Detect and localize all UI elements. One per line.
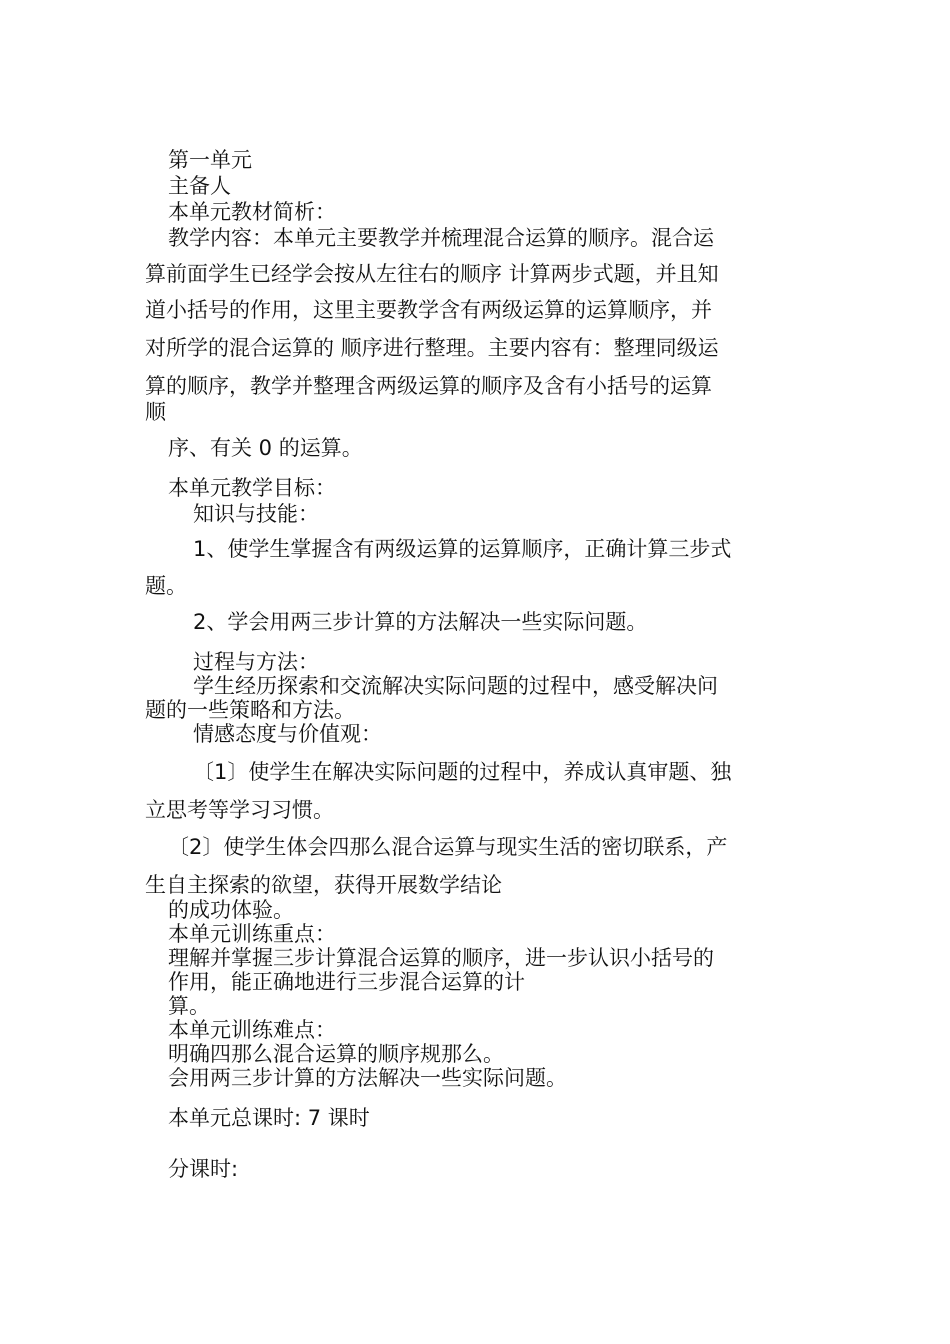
- text-line: 顺: [145, 400, 166, 424]
- text-line: 的成功体验。: [168, 898, 294, 922]
- list-item: 1、使学生掌握含有两级运算的运算顺序，正确计算三步式: [193, 537, 732, 561]
- text-line: 生自主探索的欲望，获得开展数学结论: [145, 873, 502, 897]
- section-heading: 本单元训练重点：: [168, 922, 336, 946]
- subsection-heading: 情感态度与价值观：: [193, 722, 382, 746]
- section-heading: 本单元教学目标：: [168, 476, 336, 500]
- total-lessons: 本单元总课时: 7 课时: [168, 1106, 370, 1130]
- list-item: 〔1〕使学生在解决实际问题的过程中，养成认真审题、独: [193, 760, 732, 784]
- subsection-heading: 知识与技能：: [193, 502, 319, 526]
- text-line: 会用两三步计算的方法解决一些实际问题。: [168, 1066, 567, 1090]
- list-item: 2、学会用两三步计算的方法解决一些实际问题。: [193, 610, 648, 634]
- text-line: 明确四那么混合运算的顺序规那么。: [168, 1042, 504, 1066]
- text-line: 算。: [168, 994, 210, 1018]
- lesson-breakdown-label: 分课时:: [168, 1157, 239, 1181]
- section-heading: 本单元教材简析：: [168, 200, 336, 224]
- text-line: 算前面学生已经学会按从左往右的顺序 计算两步式题，并且知: [145, 262, 719, 286]
- text-line: 序、有关 0 的运算。: [168, 436, 363, 460]
- list-item: 〔2〕使学生体会四那么混合运算与现实生活的密切联系，产: [168, 835, 728, 859]
- text-line: 教学内容：本单元主要教学并梳理混合运算的顺序。混合运: [168, 226, 714, 250]
- unit-title: 第一单元: [168, 148, 252, 172]
- text-line: 立思考等学习习惯。: [145, 798, 334, 822]
- text-line: 道小括号的作用，这里主要教学含有两级运算的运算顺序，并: [145, 298, 712, 322]
- text-line: 题的一些策略和方法。: [145, 698, 355, 722]
- text-line: 题。: [145, 574, 187, 598]
- text-line: 算的顺序，教学并整理含两级运算的顺序及含有小括号的运算: [145, 374, 712, 398]
- text-line: 对所学的混合运算的 顺序进行整理。主要内容有：整理同级运: [145, 336, 719, 360]
- author-label: 主备人: [168, 174, 231, 198]
- text-line: 理解并掌握三步计算混合运算的顺序，进一步认识小括号的: [168, 946, 714, 970]
- text-line: 学生经历探索和交流解决实际问题的过程中，感受解决问: [193, 674, 718, 698]
- subsection-heading: 过程与方法：: [193, 650, 319, 674]
- text-line: 作用，能正确地进行三步混合运算的计: [168, 970, 525, 994]
- section-heading: 本单元训练难点：: [168, 1018, 336, 1042]
